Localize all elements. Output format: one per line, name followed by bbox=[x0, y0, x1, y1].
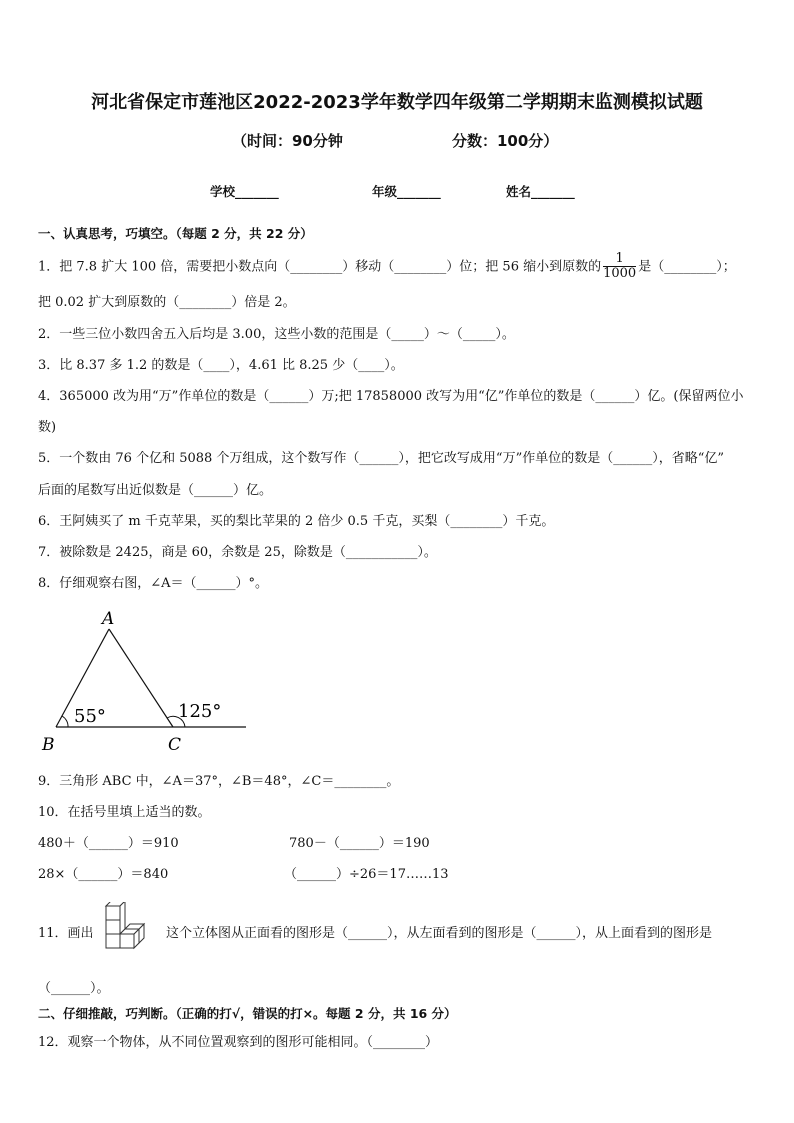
school-field: 学校_______ bbox=[210, 184, 279, 199]
question-1-text-a: 1．把 7.8 扩大 100 倍，需要把小数点向（________）移动（________）位；把 56 缩小到原数的 bbox=[38, 259, 602, 275]
name-field: 姓名_______ bbox=[506, 184, 575, 199]
question-10-item-2: 780－（______）＝190 bbox=[289, 836, 430, 851]
triangle-figure bbox=[36, 604, 256, 754]
angle-b-label: 55° bbox=[74, 706, 106, 727]
vertex-c-label: C bbox=[168, 735, 182, 754]
cube-stack-figure bbox=[103, 902, 155, 954]
vertex-b-label: B bbox=[42, 735, 55, 754]
question-12: 12．观察一个物体，从不同位置观察到的图形可能相同。（________） bbox=[38, 1035, 439, 1050]
fraction bbox=[603, 252, 636, 282]
question-5-line-2: 后面的尾数写出近似数是（______）亿。 bbox=[38, 483, 273, 498]
exam-title: 河北省保定市莲池区2022-2023学年数学四年级第二学期期末监测模拟试题 bbox=[91, 92, 703, 113]
question-4-line-2: 数) bbox=[38, 420, 57, 435]
section-2-heading: 二、仔细推敲，巧判断。（正确的打√，错误的打×。每题 2 分，共 16 分） bbox=[38, 1006, 457, 1021]
question-3: 3．比 8.37 多 1.2 的数是（____），4.61 比 8.25 少（____）。 bbox=[38, 358, 404, 373]
exam-time: （时间：90分钟 bbox=[232, 132, 343, 150]
question-8: 8．仔细观察右图，∠A＝（______）°。 bbox=[38, 576, 269, 591]
question-4-line-1: 4．365000 改为用“万”作单位的数是（______）万;把 17858000 改写为用“亿”作单位的数是（______）亿。(保留两位小 bbox=[38, 389, 744, 404]
question-10-item-3: 28×（______）＝840 bbox=[38, 867, 169, 882]
section-1-heading: 一、认真思考，巧填空。（每题 2 分，共 22 分） bbox=[38, 226, 313, 241]
grade-field: 年级_______ bbox=[372, 184, 441, 199]
question-5-line-1: 5．一个数由 76 个亿和 5088 个万组成，这个数写作（______），把它改写成用“万”作单位的数是（______），省略“亿” bbox=[38, 451, 725, 466]
exam-score: 分数：100分） bbox=[452, 132, 559, 150]
question-9: 9．三角形 ABC 中，∠A＝37°，∠B＝48°，∠C＝________。 bbox=[38, 774, 400, 789]
fraction-denominator: 1000 bbox=[603, 266, 637, 282]
question-1-line-1 bbox=[38, 252, 736, 282]
question-10: 10．在括号里填上适当的数。 bbox=[38, 805, 211, 820]
question-11-end: （______）。 bbox=[38, 981, 110, 996]
question-11-text: 这个立体图从正面看的图形是（______），从左面看到的图形是（______），从上面看到的图形是 bbox=[166, 926, 713, 941]
question-6: 6．王阿姨买了 m 千克苹果，买的梨比苹果的 2 倍少 0.5 千克，买梨（________）千克。 bbox=[38, 514, 555, 529]
question-1-text-b: 是（________）； bbox=[638, 259, 736, 275]
question-10-item-1: 480＋（______）＝910 bbox=[38, 836, 179, 851]
vertex-a-label: A bbox=[102, 609, 115, 629]
question-7: 7．被除数是 2425，商是 60，余数是 25，除数是（___________）。 bbox=[38, 545, 437, 560]
fraction-numerator: 1 bbox=[603, 252, 636, 267]
question-11-lead: 11．画出 bbox=[38, 926, 94, 941]
angle-c-label: 125° bbox=[178, 701, 222, 722]
question-10-item-4: （______）÷26＝17……13 bbox=[284, 867, 449, 882]
question-1-line-2: 把 0.02 扩大到原数的（________）倍是 2。 bbox=[38, 295, 296, 310]
question-2: 2．一些三位小数四舍五入后均是 3.00，这些小数的范围是（_____）～（_____）。 bbox=[38, 327, 515, 342]
